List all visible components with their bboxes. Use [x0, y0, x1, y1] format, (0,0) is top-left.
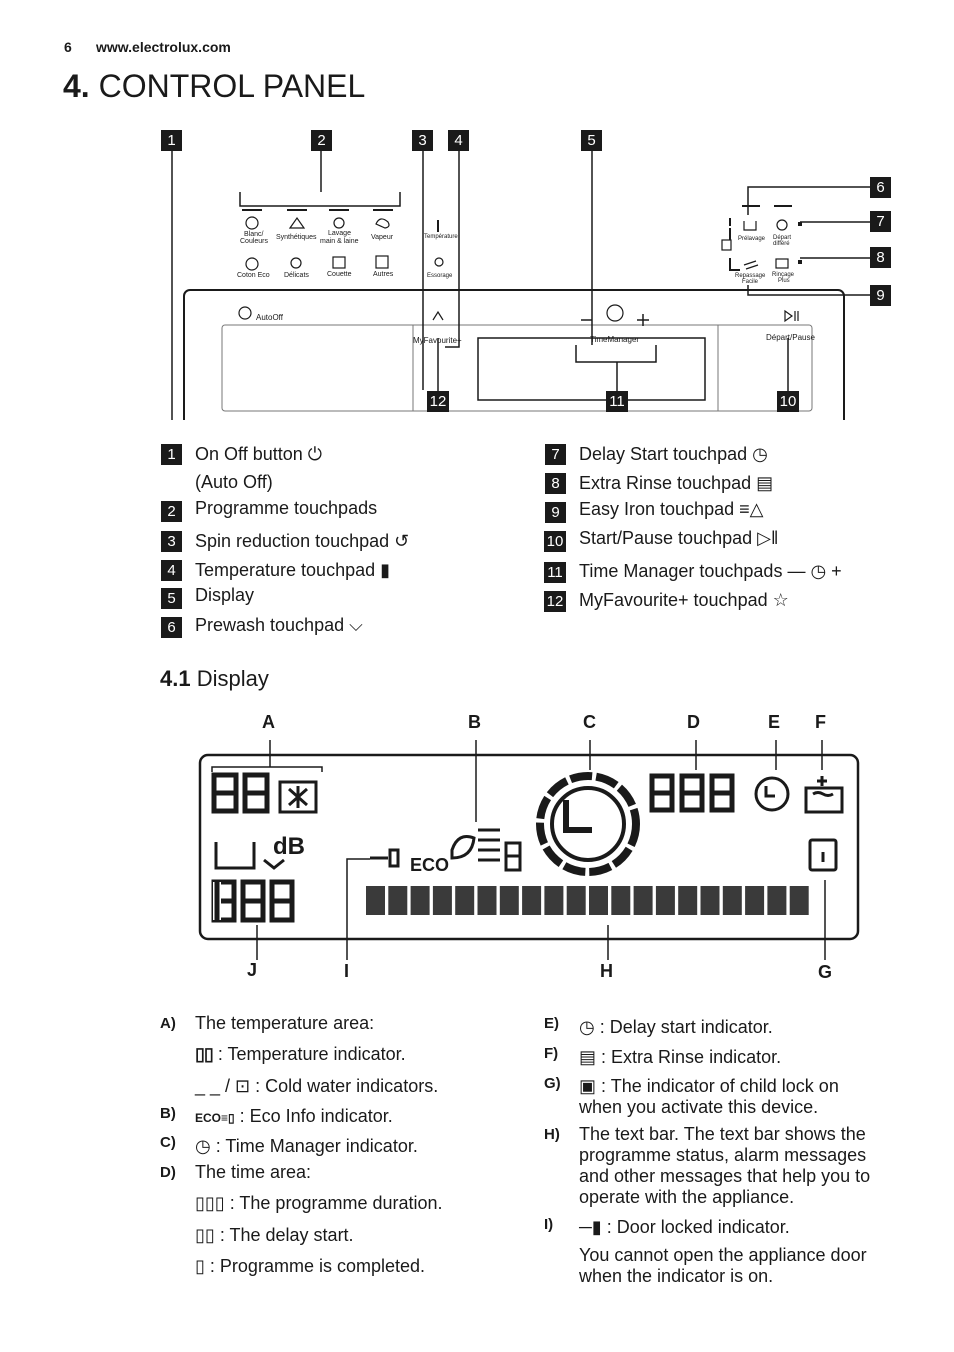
legend-badge: 7 [545, 444, 566, 465]
prog-label: main & laine [320, 238, 359, 245]
desc-line [195, 1136, 418, 1157]
onoff-icon: ⏻ [307, 444, 323, 464]
legend-badge: 4 [161, 560, 182, 581]
desc-line [579, 1217, 790, 1238]
iron-icon: ≡△ [739, 499, 764, 519]
desc-text: : Eco Info indicator. [239, 1106, 393, 1126]
legend-badge: 10 [544, 531, 566, 552]
legend-text: Programme touchpads [195, 498, 378, 518]
display-label: I [344, 961, 350, 981]
extra-rinse-icon: ▤ [579, 1047, 597, 1067]
desc-line [579, 1047, 781, 1068]
text-bar-cell [701, 886, 720, 915]
leader-lines [172, 150, 870, 420]
legend-text: Temperature touchpad [195, 560, 376, 580]
prog-label: Synthétiques [276, 234, 317, 241]
legend-badge: 9 [545, 502, 566, 523]
display-label: D [687, 712, 700, 732]
text-bar-cell [678, 886, 697, 915]
text-bar-cell [455, 886, 474, 915]
desc-line [195, 1225, 354, 1246]
temperature-digits-icon: ▯▯ [195, 1044, 213, 1064]
callout-badge: 8 [870, 247, 891, 268]
desc-text: when the indicator is on. [579, 1266, 774, 1286]
header-url: www.electrolux.com [96, 39, 231, 55]
callout-badge: 2 [311, 130, 332, 151]
desc-key: B) [160, 1105, 176, 1122]
panel-display [478, 338, 705, 400]
section-title [63, 68, 365, 105]
legend-item [195, 531, 409, 552]
subsection-title-text: Display [196, 666, 269, 691]
desc-key: F) [544, 1045, 559, 1062]
text-bar-cell [634, 886, 653, 915]
prog-label: Délicats [284, 272, 309, 279]
desc-text: : The indicator of child lock on [601, 1076, 839, 1096]
rinse-label: Rinçage [772, 272, 795, 278]
callout-badge: 6 [870, 177, 891, 198]
desc-text: : The delay start. [219, 1225, 354, 1245]
prewash-label: Prélavage [738, 236, 766, 242]
autooff-label: AutoOff [256, 313, 283, 322]
desc-text: : The programme duration. [229, 1193, 443, 1213]
text-bar-cell [522, 886, 541, 915]
callout-badge: 10 [777, 391, 799, 412]
db-label: dB [273, 833, 305, 860]
star-icon: ☆ [772, 590, 789, 610]
text-bar-cell [611, 886, 630, 915]
desc-line [195, 1256, 425, 1277]
legend-text: Time Manager touchpads [579, 561, 783, 581]
text-bar-cell [366, 886, 385, 915]
desc-key: C) [160, 1134, 176, 1151]
display-label: G [818, 962, 833, 982]
rinse-label: Plus [778, 278, 790, 284]
eco-label: ECO [410, 855, 450, 875]
temperature-label: Température [424, 234, 458, 240]
desc-text: : Programme is completed. [209, 1256, 425, 1276]
desc-line [579, 1076, 839, 1097]
legend-text: Display [195, 585, 255, 605]
text-bar-cell [478, 886, 497, 915]
display-diagram [0, 730, 954, 965]
desc-key: H) [544, 1126, 560, 1143]
display-label: B [468, 712, 481, 732]
text-bar-cell [589, 886, 608, 915]
child-lock-icon: ▣ [579, 1076, 597, 1096]
prog-label: Blanc/ [244, 231, 264, 238]
time-manager-icons: — ◷ + [787, 561, 842, 581]
desc-text: The temperature area: [195, 1013, 375, 1033]
desc-key: A) [160, 1015, 176, 1032]
section-title-text: CONTROL PANEL [98, 68, 366, 104]
legend-item [579, 590, 789, 611]
desc-text: The text bar. The text bar shows the [579, 1124, 866, 1144]
legend-badge: 8 [545, 473, 566, 494]
delay-label: différé [773, 241, 790, 247]
desc-text: and other messages that help you to [579, 1166, 871, 1186]
control-panel-diagram [0, 120, 954, 420]
display-label: C [583, 712, 596, 732]
cold-water-icons: _ _ / ⊡ [195, 1076, 251, 1096]
legend-badge: 3 [161, 531, 182, 552]
callout-badge: 12 [427, 391, 449, 412]
legend-item [579, 528, 778, 549]
iron-label: Facile [742, 279, 759, 285]
delay-label: Départ [773, 235, 792, 241]
delay-start-icon: ◷ [579, 1017, 595, 1037]
clock-icon: ◷ [195, 1136, 211, 1156]
desc-line [579, 1017, 773, 1038]
desc-line [195, 1106, 393, 1129]
legend-badge: 6 [161, 617, 182, 638]
desc-text: The time area: [195, 1162, 312, 1182]
desc-key: G) [544, 1075, 561, 1092]
legend-item [579, 499, 763, 520]
legend-text: On Off button [195, 444, 303, 464]
desc-text: operate with the appliance. [579, 1187, 795, 1207]
display-icons [216, 776, 842, 872]
prog-label: Vapeur [371, 234, 394, 241]
thermometer-icon: ▮ [380, 560, 391, 580]
text-bar-cell [790, 886, 809, 915]
delay-start-icon: ◷ [752, 444, 768, 464]
callout-badge: 3 [412, 130, 433, 151]
prog-label: Lavage [328, 230, 351, 237]
callout-badge: 9 [870, 285, 891, 306]
legend-text: Start/Pause touchpad [579, 528, 753, 548]
callout-badge: 4 [448, 130, 469, 151]
desc-text: You cannot open the appliance door [579, 1245, 867, 1265]
text-bar-cell [767, 886, 786, 915]
spin-label: Essorage [427, 273, 453, 279]
delay-digits-icon: ▯▯ [195, 1225, 215, 1245]
callout-badge: 7 [870, 211, 891, 232]
play-pause-icon: ▷‖ [757, 528, 779, 548]
legend-item [195, 444, 322, 465]
spin-icon: ↺ [394, 531, 410, 551]
door-lock-icon: ─▮ [579, 1217, 602, 1237]
text-bar-cell [656, 886, 675, 915]
legend-text: Extra Rinse touchpad [579, 473, 752, 493]
legend-badge: 5 [161, 588, 182, 609]
legend-badge: 12 [544, 591, 566, 612]
desc-line [195, 1076, 438, 1097]
legend-badge: 1 [161, 444, 182, 465]
desc-text: : Door locked indicator. [606, 1217, 790, 1237]
desc-line [195, 1044, 406, 1065]
desc-text: : Temperature indicator. [217, 1044, 406, 1064]
prog-label: Couleurs [240, 238, 269, 245]
display-label: F [815, 712, 826, 732]
text-bar-cell [500, 886, 519, 915]
legend-text: Spin reduction touchpad [195, 531, 390, 551]
text-bar [366, 886, 809, 915]
extra-rinse-icon: ▤ [756, 473, 774, 493]
desc-key: E) [544, 1015, 559, 1032]
text-bar-cell [411, 886, 430, 915]
callout-badge: 5 [581, 130, 602, 151]
prewash-icon: ⌵ [349, 615, 363, 635]
legend-text: (Auto Off) [195, 472, 273, 492]
legend-badge: 2 [161, 501, 182, 522]
subsection-number: 4.1 [160, 666, 191, 691]
callout-badge: 11 [606, 391, 628, 412]
legend-text: Prewash touchpad [195, 615, 345, 635]
text-bar-cell [745, 886, 764, 915]
desc-line [195, 1193, 443, 1214]
desc-text: when you activate this device. [579, 1097, 819, 1117]
subsection-title [160, 666, 269, 692]
legend-item [195, 560, 390, 581]
legend-badge: 11 [544, 562, 566, 583]
legend-item [579, 444, 768, 465]
prog-label: Autres [373, 271, 394, 278]
text-bar-cell [567, 886, 586, 915]
desc-text: : Extra Rinse indicator. [601, 1047, 782, 1067]
iron-label: Repassage [735, 273, 766, 279]
duration-digits-icon: ▯▯▯ [195, 1193, 225, 1213]
myfavourite-label: MyFavourite+ [413, 336, 462, 345]
text-bar-cell [433, 886, 452, 915]
programme-icons [239, 217, 798, 326]
display-label: E [768, 712, 781, 732]
text-bar-cell [723, 886, 742, 915]
display-label: H [600, 961, 613, 981]
desc-text: : Delay start indicator. [599, 1017, 773, 1037]
display-label: J [247, 960, 258, 980]
legend-item [579, 561, 842, 582]
prog-label: Coton Eco [237, 272, 270, 279]
display-label: A [262, 712, 275, 732]
legend-text: MyFavourite+ touchpad [579, 590, 768, 610]
desc-key: I) [544, 1216, 554, 1233]
zero-digit-icon: ▯ [195, 1256, 205, 1276]
desc-text: : Time Manager indicator. [215, 1136, 418, 1156]
prog-label: Couette [327, 271, 352, 278]
legend-item [579, 473, 773, 494]
callout-badge: 1 [161, 130, 182, 151]
legend-item [195, 615, 363, 636]
text-bar-cell [388, 886, 407, 915]
text-bar-cell [544, 886, 563, 915]
page-number: 6 [64, 39, 72, 55]
section-number: 4. [63, 68, 90, 104]
timemanager-label: TimeManager [590, 335, 640, 344]
eco-info-icon: ECO≡▯ [195, 1111, 235, 1125]
legend-text: Delay Start touchpad [579, 444, 748, 464]
legend-text: Easy Iron touchpad [579, 499, 735, 519]
desc-key: D) [160, 1164, 176, 1181]
depart-label: Départ/Pause [766, 333, 815, 342]
desc-text: : Cold water indicators. [255, 1076, 439, 1096]
desc-text: programme status, alarm messages [579, 1145, 867, 1165]
